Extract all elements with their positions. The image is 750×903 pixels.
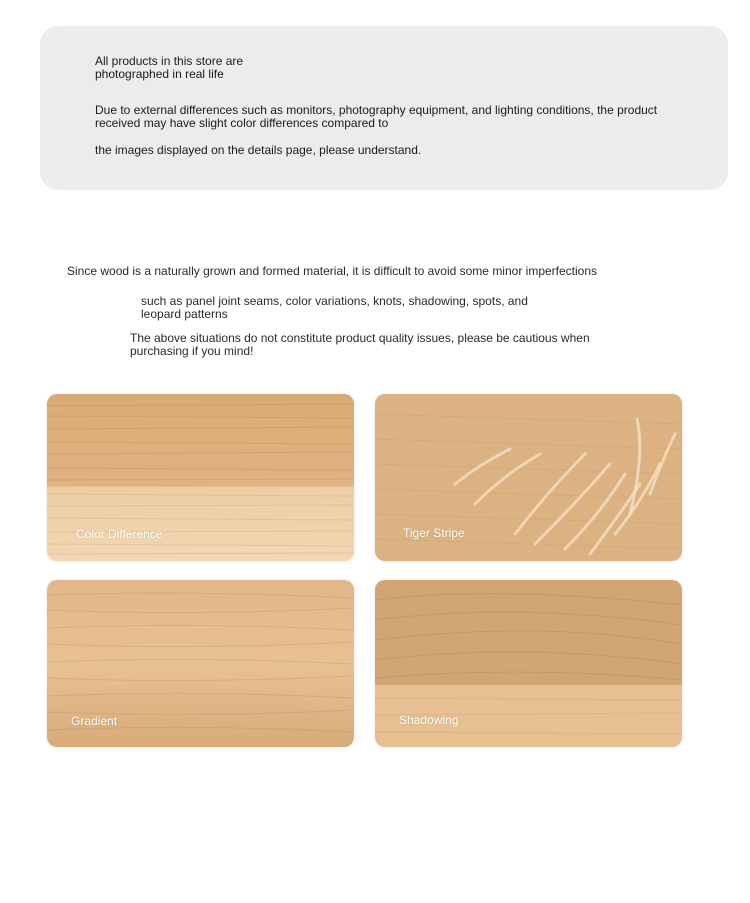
sample-label-color-difference: Color Difference <box>76 527 163 541</box>
notice-box <box>40 26 728 190</box>
wood-sample-gradient <box>47 580 354 747</box>
notice-understand-text: the images displayed on the details page, please understand. <box>95 143 422 157</box>
notice-real-photo-text: All products in this store are photographed in real life <box>95 54 244 81</box>
sample-label-tiger-stripe: Tiger Stripe <box>403 526 465 540</box>
wood-sample-shadowing <box>375 580 682 747</box>
sample-label-shadowing: Shadowing <box>399 713 459 727</box>
wood-sample-color-difference <box>47 394 354 561</box>
wood-sample-tiger-stripe <box>375 394 682 561</box>
wood-quality-caution-text: The above situations do not constitute product quality issues, please be cautious when purchasing if you mind! <box>130 331 590 358</box>
notice-color-difference-text: Due to external differences such as monitors, photography equipment, and lighting conditions, the product received may have slight color differences compared to <box>95 103 658 130</box>
wood-imperfections-text: such as panel joint seams, color variations, knots, shadowing, spots, and leopard patterns <box>141 294 528 321</box>
wood-natural-text: Since wood is a naturally grown and formed material, it is difficult to avoid some minor imperfections <box>67 264 598 278</box>
sample-label-gradient: Gradient <box>71 714 118 728</box>
